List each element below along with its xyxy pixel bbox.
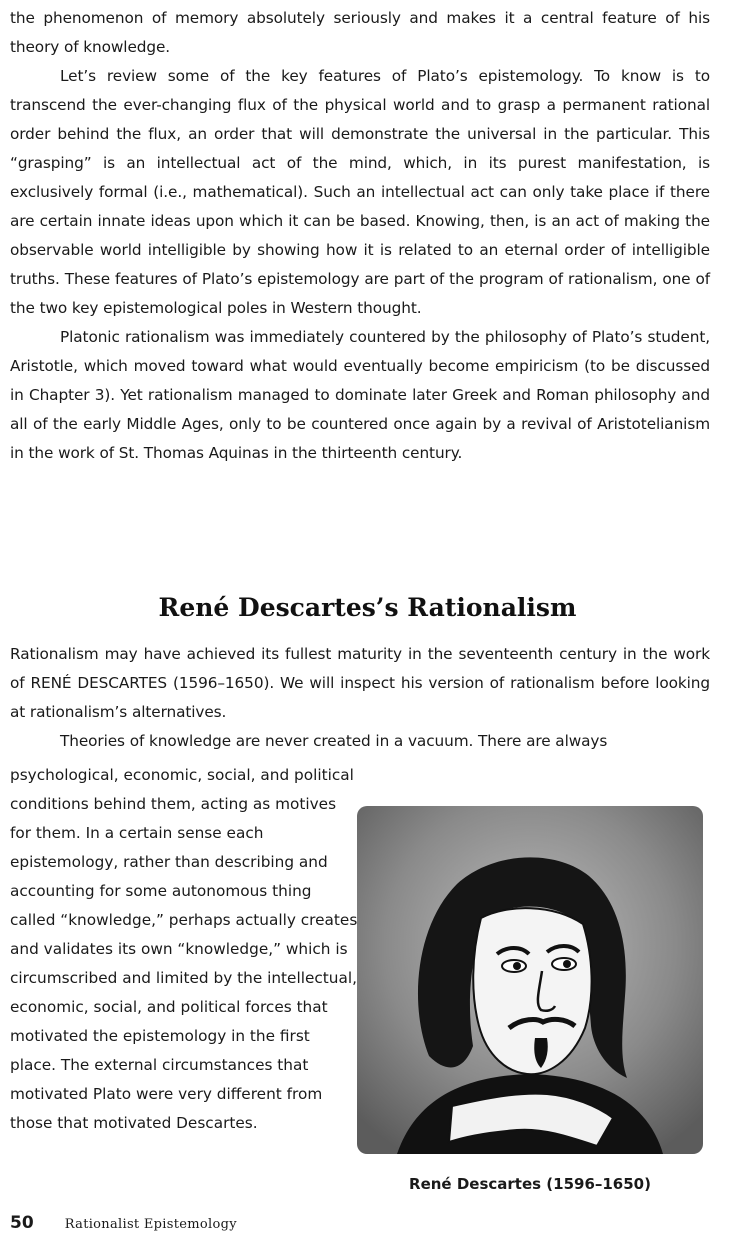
page-footer bbox=[10, 1213, 237, 1233]
paragraph-rationalism-maturity: Rationalism may have achieved its fullest maturity in the seventeenth century in the work of RENÉ DESCARTES (1596–1650). We will inspect his version of rationalism before looking at rationalism’s alternatives. bbox=[10, 645, 710, 721]
top-text bbox=[10, 4, 710, 468]
paragraph-theories-lead: Theories of knowledge are never created in a vacuum. There are always bbox=[60, 732, 608, 750]
section-heading: René Descartes’s Rationalism bbox=[158, 593, 577, 622]
section-text bbox=[10, 640, 710, 756]
paragraph-platonic-rationalism: Platonic rationalism was immediately countered by the philosophy of Plato’s student, Aristotle, which moved toward what would eventually become empiricism (to be discussed in Chapter 3). Yet rationalism managed to dominate later Greek and Roman philosophy and all of the early Middle Ages, only to be countered once again by a revival of Aristotelianism in the work of St. Thomas Aquinas in the thirteenth century. bbox=[10, 328, 710, 462]
paragraph-theories-continued: psychological, economic, social, and political conditions behind them, acting as motives for them. In a certain sense each epistemology, rather than describing and accounting for some autonomous thing called “knowledge,” perhaps actually creates and validates its own “knowledge,” which is circumscribed and limited by the intellectual, economic, social, and political forces that motivated the epistemology in the first place. The external circumstances that motivated Plato were very different from those that motivated Descartes. bbox=[10, 766, 358, 1132]
descartes-portrait bbox=[357, 806, 703, 1154]
paragraph-plato-epistemology: Let’s review some of the key features of Plato’s epistemology. To know is to transcend the ever-changing flux of the physical world and to grasp a permanent rational order behind the flux, an order that will demonstrate the universal in the particular. This “grasping” is an intellectual act of the mind, which, in its purest manifestation, is exclusively formal (i.e., mathematical). Such an intellectual act can only take place if there are certain innate ideas upon which it can be based. Knowing, then, is an act of making the observable world intelligible by showing how it is related to an eternal order of intelligible truths. These features of Plato’s epistemology are part of the program of rationalism, one of the two key epistemological poles in Western thought. bbox=[10, 67, 710, 317]
portrait-caption: René Descartes (1596–1650) bbox=[409, 1175, 651, 1193]
running-head: Rationalist Epistemology bbox=[64, 1217, 237, 1232]
page-number: 50 bbox=[10, 1213, 34, 1233]
paragraph-continued: the phenomenon of memory absolutely seriously and makes it a central feature of his theory of knowledge. bbox=[10, 9, 710, 56]
